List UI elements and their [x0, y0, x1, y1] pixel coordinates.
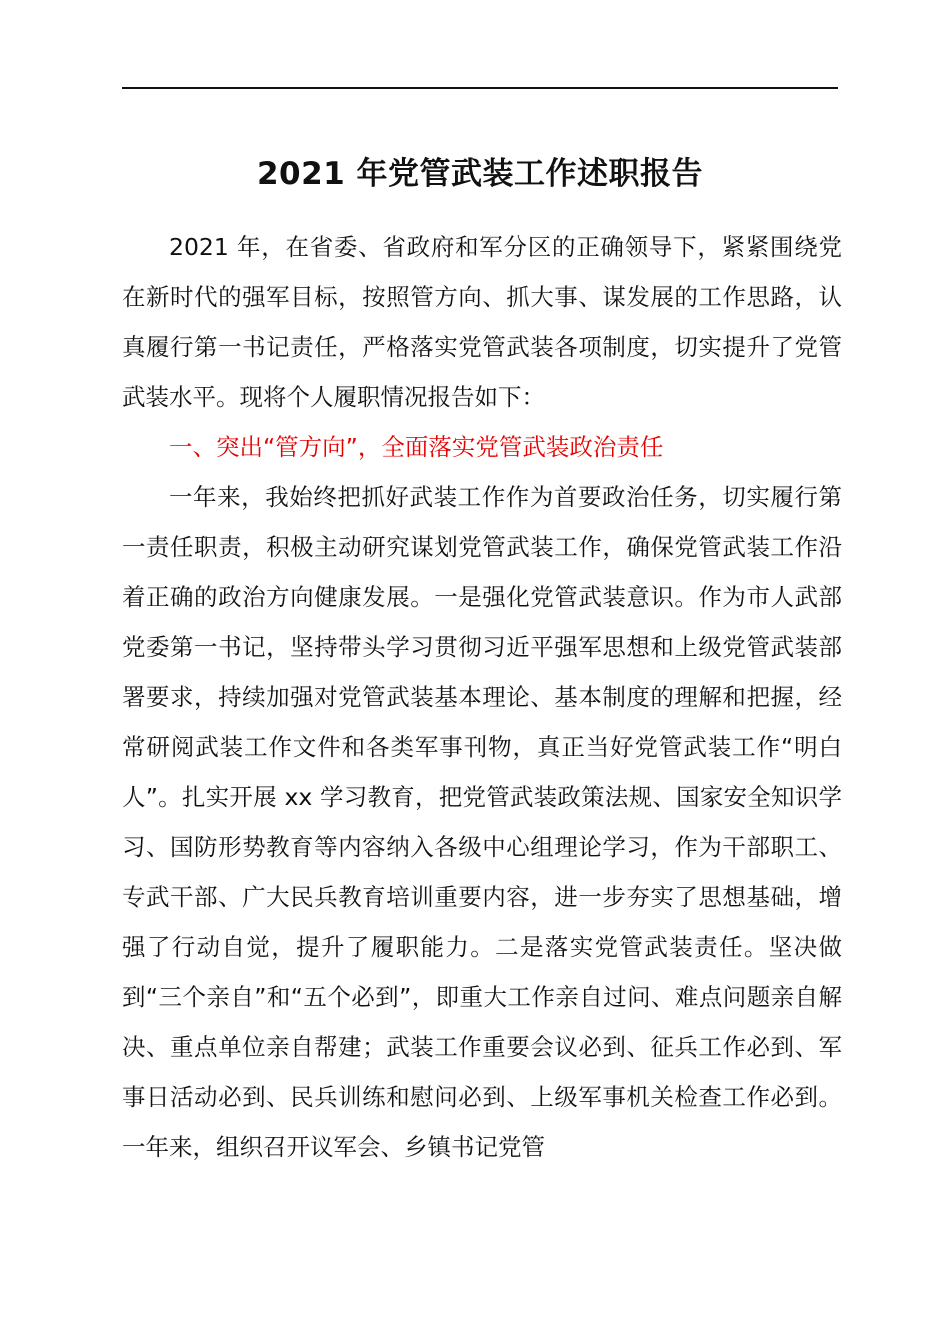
document-body — [122, 222, 842, 1172]
title-text: 年党管武装工作述职报告 — [356, 156, 704, 192]
intro-paragraph: 2021 年，在省委、省政府和军分区的正确领导下，紧紧围绕党在新时代的强军目标，按照管方向、抓大事、谋发展的工作思路，认真履行第一书记责任，严格落实党管武装各项制度，切实提升了党管武装水平。现将个人履职情况报告如下： — [122, 233, 842, 411]
title-year: 2021 — [256, 156, 346, 192]
section-heading: 一、突出“管方向”，全面落实党管武装政治责任 — [169, 433, 664, 461]
document-title — [122, 148, 838, 200]
section-paragraph: 一年来，我始终把抓好武装工作作为首要政治任务，切实履行第一责任职责，积极主动研究谋划党管武装工作，确保党管武装工作沿着正确的政治方向健康发展。一是强化党管武装意识。作为市人武部党委第一书记，坚持带头学习贯彻习近平强军思想和上级党管武装部署要求，持续加强对党管武装基本理论、基本制度的理解和把握，经常研阅武装工作文件和各类军事刊物，真正当好党管武装工作“明白人”。扎实开展 xx 学习教育，把党管武装政策法规、国家安全知识学习、国防形势教育等内容纳入各级中心组理论学习，作为干部职工、专武干部、广大民兵教育培训重要内容，进一步夯实了思想基础，增强了行动自觉，提升了履职能力。二是落实党管武装责任。坚决做到“三个亲自”和“五个必到”，即重大工作亲自过问、难点问题亲自解决、重点单位亲自帮建；武装工作重要会议必到、征兵工作必到、军事日活动必到、民兵训练和慰问必到、上级军事机关检查工作必到。一年来，组织召开议军会、乡镇书记党管 — [122, 483, 842, 1161]
header-rule — [122, 87, 838, 89]
